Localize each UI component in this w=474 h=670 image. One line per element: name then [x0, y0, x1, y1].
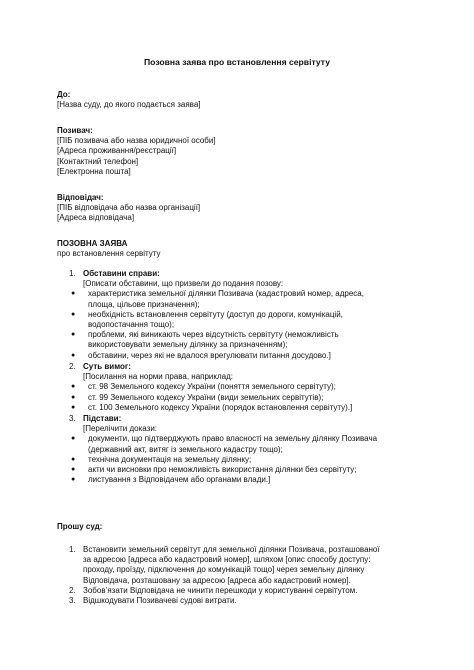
section-number: 3.: [69, 414, 76, 423]
bullet-text: обставини, через які не вдалося врегулювати питання досудово.]: [88, 350, 331, 360]
section-title: Обставини справи:: [83, 269, 160, 278]
court-name: [Назва суду, до якого подається заява]: [57, 100, 201, 110]
request-number: 3.: [69, 595, 76, 605]
section-grounds: [57, 414, 417, 485]
bullet-text: проблеми, які виникають через відсутність сервітуту (неможливість: [88, 330, 339, 340]
request-text-cont: проходу, проїзду, підключення до комунікацій тощо] через земельну ділянку: [83, 565, 365, 575]
bullet-icon: ●: [71, 351, 76, 359]
defendant-address: [Адреса відповідача]: [57, 213, 135, 223]
section-intro: [Перелічити докази:: [83, 424, 158, 434]
request-number: 1.: [69, 545, 76, 554]
bullet-icon: ●: [71, 455, 76, 463]
bullet-icon: ●: [71, 403, 76, 411]
section-title: Суть вимог:: [83, 362, 131, 371]
bullet-text-cont: водопостачання тощо);: [88, 319, 175, 329]
bullet-text: ст. 99 Земельного кодексу України (види земельних сервітутів);: [88, 392, 324, 402]
request-text: Відшкодувати Позивачеві судові витрати.: [83, 595, 237, 605]
bullet-text: ст. 100 Земельного кодексу України (порядок встановлення сервітуту).]: [88, 402, 353, 412]
request-list: [57, 545, 417, 606]
plaintiff-label: Позивач:: [57, 126, 93, 135]
bullet-icon: ●: [71, 435, 76, 443]
bullet-text-cont: використовувати земельну ділянку за призначенням);: [88, 340, 288, 350]
plaintiff-section: [57, 126, 417, 177]
bullet-text-cont: площа, цільове призначення);: [88, 299, 200, 309]
bullet-text: акти чи висновки про неможливість використання ділянки без сервітуту;: [88, 464, 357, 474]
defendant-section: [57, 193, 417, 224]
claim-heading-section: [57, 239, 417, 259]
bullet-icon: ●: [71, 476, 76, 484]
claim-heading: ПОЗОВНА ЗАЯВА: [57, 239, 128, 248]
section-intro: [Посилання на норми права, наприклад:: [83, 372, 233, 382]
bullet-text: характеристика земельної ділянки Позивача (кадастровий номер, адреса,: [88, 289, 364, 299]
bullet-text-cont: (державний акт, витяг із земельного кадастру тощо);: [88, 444, 283, 454]
bullet-text: технічна документація на земельну ділянку;: [88, 454, 252, 464]
request-text: Встановити земельний сервітут для земельної ділянки Позивача, розташованої: [83, 545, 380, 554]
bullet-icon: ●: [71, 290, 76, 298]
section-number: 2.: [69, 362, 76, 371]
bullet-text: необхідність встановлення сервітуту (доступ до дороги, комунікацій,: [88, 309, 343, 319]
defendant-label: Відповідач:: [57, 193, 104, 202]
plaintiff-name: [ПІБ позивача або назва юридичної особи]: [57, 136, 216, 146]
to-section: [57, 90, 417, 110]
bullet-icon: ●: [71, 383, 76, 391]
section-number: 1.: [69, 269, 76, 278]
request-text: Зобов’язати Відповідача не чинити перешкоди у користуванні сервітутом.: [83, 585, 358, 595]
section-intro: [Описати обставини, що призвели до подання позову:: [83, 279, 284, 289]
section-title: Підстави:: [83, 414, 122, 423]
section-circumstances: [57, 269, 417, 361]
claim-subheading: про встановлення сервітуту: [57, 249, 161, 259]
plaintiff-address: [Адреса проживання/реєстрації]: [57, 146, 177, 156]
plaintiff-email: [Електронна пошта]: [57, 166, 131, 176]
bullet-icon: ●: [71, 331, 76, 339]
request-text-cont: за адресою [адреса або кадастровий номер], шляхом [опис способу доступу:: [83, 555, 371, 565]
document-title: Позовна заява про встановлення сервітуту: [144, 57, 330, 67]
bullet-icon: ●: [71, 465, 76, 473]
to-label: До:: [57, 90, 71, 99]
bullet-text: документи, що підтверджують право власності на земельну ділянку Позивача: [88, 434, 378, 444]
bullet-icon: ●: [71, 310, 76, 318]
request-text-cont: Відповідача, розташовану за адресою [адреса або кадастровий номер].: [83, 575, 351, 585]
request-label: Прошу суд:: [57, 522, 103, 531]
bullet-icon: ●: [71, 393, 76, 401]
request-number: 2.: [69, 585, 76, 595]
section-claims: [57, 362, 417, 413]
request-section: [57, 522, 417, 532]
defendant-name: [ПІБ відповідача або назва організації]: [57, 203, 201, 213]
plaintiff-phone: [Контактний телефон]: [57, 156, 139, 166]
bullet-text: листування з Відповідачем або органами влади.]: [88, 475, 271, 485]
bullet-text: ст. 98 Земельного кодексу України (поняття земельного сервітуту);: [88, 382, 336, 392]
